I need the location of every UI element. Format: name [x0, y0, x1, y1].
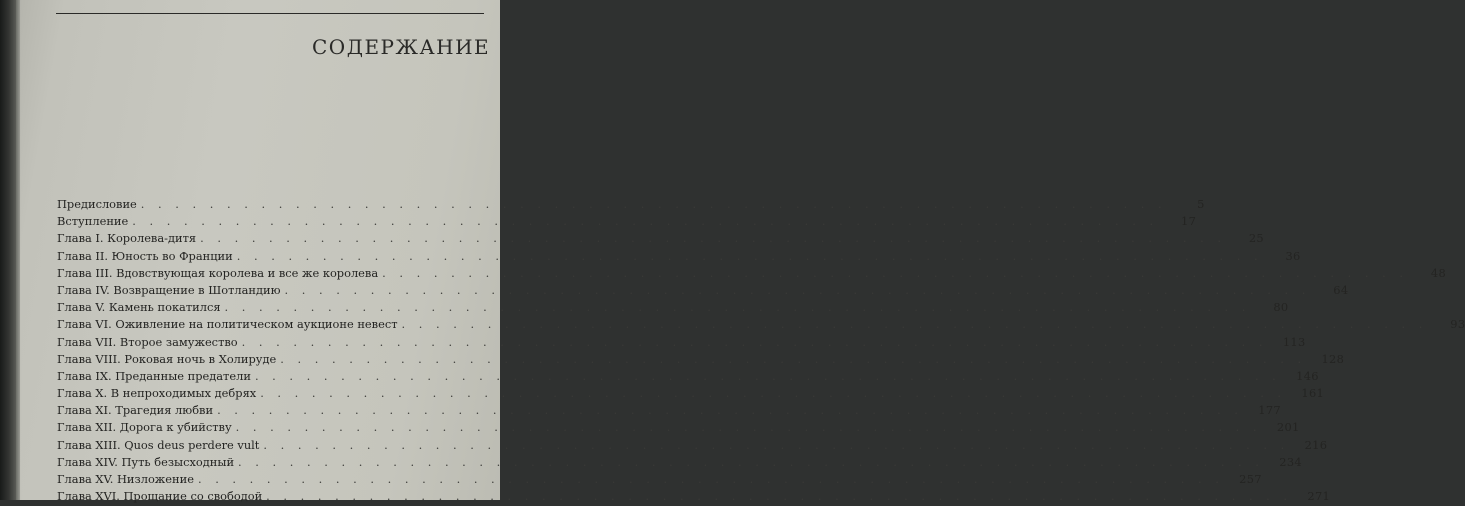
dot-leader: . . . . . . . . . . . . . . . . . . . . . . . . . . . . . . . . . . . . . . . . . . . . . . . . . . . . . . . . . . . . — [382, 265, 1409, 280]
dot-leader: . . . . . . . . . . . . . . . . . . . . . . . . . . . . . . . . . . . . . . . . . . . . . . . . . . . . . . . . . . . . — [224, 300, 1251, 315]
contents-entry — [57, 472, 1262, 489]
dot-leader: . . . . . . . . . . . . . . . . . . . . . . . . . . . . . . . . . . . . . . . . . . . . . . . . . . . . . . . . . . . . — [200, 231, 1226, 246]
entry-page-number: 234 — [1279, 454, 1302, 469]
dot-leader: . . . . . . . . . . . . . . . . . . . . . . . . . . . . . . . . . . . . . . . . . . . . . . . . . . . . . . . . . . . . — [140, 197, 1167, 211]
entry-title: Глава III. Вдовствующая королева и все же королева — [57, 265, 379, 280]
entry-title: Глава XVI. Прощание со свободой — [57, 489, 263, 504]
entry-page-number: 271 — [1307, 489, 1331, 504]
contents-entry — [57, 231, 1264, 248]
entry-page-number: 257 — [1239, 472, 1262, 486]
entry-page-number: 146 — [1296, 368, 1319, 383]
entry-title: Глава I. Королева-дитя — [57, 231, 197, 246]
contents-entry — [57, 403, 1281, 420]
entry-title: Глава XI. Трагедия любви — [57, 403, 214, 418]
entry-title: Глава VIII. Роковая ночь в Холируде — [57, 351, 277, 366]
contents-entry — [57, 454, 1302, 472]
entry-page-number: 201 — [1276, 420, 1300, 435]
table-of-contents-page — [20, 0, 1465, 504]
entry-title: Глава VII. Второе замужество — [57, 334, 238, 349]
dot-leader: . . . . . . . . . . . . . . . . . . . . . . . . . . . . . . . . . . . . . . . . . . . . . . . . . . . . . . . . . . . . — [266, 489, 1293, 504]
contents-entry — [57, 214, 1197, 231]
entry-page-number: 36 — [1285, 248, 1301, 263]
dot-leader: . . . . . . . . . . . . . . . . . . . . . . . . . . . . . . . . . . . . . . . . . . . . . . . . . . . . . . . . . . . . — [263, 437, 1290, 452]
entry-title: Глава V. Камень покатился — [57, 300, 221, 315]
dot-leader: . . . . . . . . . . . . . . . . . . . . . . . . . . . . . . . . . . . . . . . . . . . . . . . . . . . . . . . . . . . . — [280, 351, 1307, 366]
contents-entry — [57, 368, 1319, 386]
dot-leader: . . . . . . . . . . . . . . . . . . . . . . . . . . . . . . . . . . . . . . . . . . . . . . . . . . . . . . . . . . . . — [260, 386, 1287, 401]
header-rule — [56, 13, 484, 14]
entry-page-number: 5 — [1197, 197, 1205, 211]
dot-leader: . . . . . . . . . . . . . . . . . . . . . . . . . . . . . . . . . . . . . . . . . . . . . . . . . . . . . . . . . . . . — [217, 403, 1243, 418]
entry-page-number: 64 — [1333, 282, 1349, 297]
dot-leader: . . . . . . . . . . . . . . . . . . . . . . . . . . . . . . . . . . . . . . . . . . . . . . . . . . . . . . . . . . . . — [235, 420, 1262, 435]
contents-entry — [57, 265, 1447, 283]
contents-entry — [57, 334, 1306, 352]
dot-leader: . . . . . . . . . . . . . . . . . . . . . . . . . . . . . . . . . . . . . . . . . . . . . . . . . . . . . . . . . . . . — [284, 282, 1311, 297]
entry-title: Глава XIV. Путь безысходный — [57, 454, 235, 469]
entry-page-number: 113 — [1282, 334, 1306, 349]
contents-entry — [57, 197, 1205, 214]
contents-entry — [57, 386, 1325, 403]
entry-page-number: 161 — [1301, 386, 1325, 401]
dot-leader: . . . . . . . . . . . . . . . . . . . . . . . . . . . . . . . . . . . . . . . . . . . . . . . . . . . . . . . . . . . . — [236, 248, 1263, 263]
entry-title: Вступление — [57, 214, 129, 229]
dot-leader: . . . . . . . . . . . . . . . . . . . . . . . . . . . . . . . . . . . . . . . . . . . . . . . . . . . . . . . . . . . . — [254, 368, 1281, 383]
contents-entry — [57, 437, 1328, 455]
dot-leader: . . . . . . . . . . . . . . . . . . . . . . . . . . . . . . . . . . . . . . . . . . . . . . . . . . . . . . . . . . . . — [401, 317, 1428, 332]
contents-entry — [57, 282, 1349, 300]
contents-entry — [57, 489, 1331, 506]
entry-title: Предисловие — [57, 197, 137, 211]
entry-title: Глава VI. Оживление на политическом аукционе невест — [57, 317, 398, 332]
entry-page-number: 48 — [1430, 265, 1447, 280]
entry-page-number: 80 — [1273, 300, 1289, 315]
entry-page-number: 25 — [1248, 231, 1264, 246]
entry-page-number: 216 — [1304, 437, 1328, 452]
entry-page-number: 93 — [1450, 317, 1465, 332]
entry-title: Глава X. В непроходимых дебрях — [57, 386, 257, 401]
page-title: СОДЕРЖАНИЕ — [312, 35, 491, 59]
entry-page-number: 177 — [1258, 403, 1281, 418]
book-binding — [0, 0, 16, 500]
contents-entry — [57, 317, 1465, 334]
entry-title: Глава IX. Преданные предатели — [57, 368, 251, 383]
entry-title: Глава II. Юность во Франции — [57, 248, 233, 263]
dot-leader: . . . . . . . . . . . . . . . . . . . . . . . . . . . . . . . . . . . . . . . . . . . . . . . . . . . . . . . . . . . . — [197, 472, 1224, 486]
dot-leader: . . . . . . . . . . . . . . . . . . . . . . . . . . . . . . . . . . . . . . . . . . . . . . . . . . . . . . . . . . . . — [238, 454, 1264, 469]
contents-entry — [57, 300, 1289, 317]
entry-title: Глава XV. Низложение — [57, 472, 194, 486]
contents-entry — [57, 351, 1345, 369]
entry-title: Глава XIII. Quos deus perdere vult — [57, 437, 260, 452]
entry-title: Глава XII. Дорога к убийству — [57, 420, 232, 435]
entry-page-number: 128 — [1321, 351, 1345, 366]
dot-leader: . . . . . . . . . . . . . . . . . . . . . . . . . . . . . . . . . . . . . . . . . . . . . . . . . . . . . . . . . . . . — [132, 214, 1159, 229]
entry-page-number: 17 — [1181, 214, 1197, 229]
entry-title: Глава IV. Возвращение в Шотландию — [57, 282, 281, 297]
contents-entry — [57, 420, 1300, 437]
contents-list — [57, 197, 1465, 506]
contents-entry — [57, 248, 1301, 266]
dot-leader: . . . . . . . . . . . . . . . . . . . . . . . . . . . . . . . . . . . . . . . . . . . . . . . . . . . . . . . . . . . . — [241, 334, 1268, 349]
